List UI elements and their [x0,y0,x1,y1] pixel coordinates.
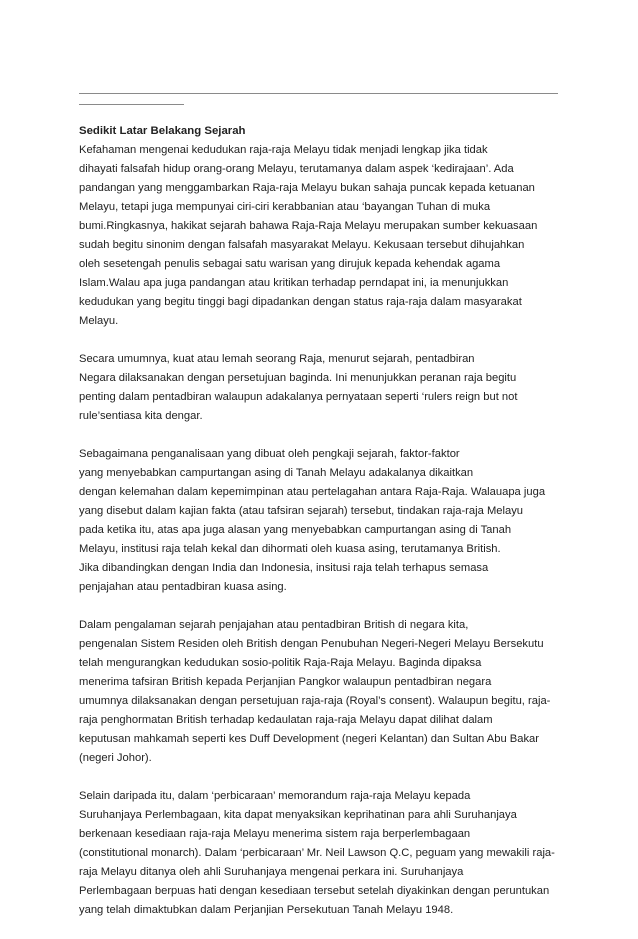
text-line: pengenalan Sistem Residen oleh British dengan Penubuhan Negeri-Negeri Melayu Bersekutu [79,638,544,650]
text-line: penjajahan atau pentadbiran kuasa asing. [79,581,287,593]
section-heading: Sedikit Latar Belakang Sejarah [79,125,246,137]
text-line: Suruhanjaya Perlembagaan, kita dapat menyaksikan keprihatinan para ahli Suruhanjaya [79,809,517,821]
text-line: (negeri Johor). [79,752,152,764]
text-line: keputusan mahkamah seperti kes Duff Development (negeri Kelantan) dan Sultan Abu Bakar [79,733,539,745]
text-line: dihayati falsafah hidup orang-orang Melayu, terutamanya dalam aspek ‘kedirajaan’. Ada [79,163,514,175]
text-line: dengan kelemahan dalam kepemimpinan atau pertelagahan antara Raja-Raja. Walauapa juga [79,486,546,498]
text-line: pandangan yang menggambarkan Raja-raja Melayu bukan sahaja puncak kepada ketuanan [79,182,535,194]
text-line: yang menyebabkan campurtangan asing di Tanah Melayu adakalanya dikaitkan [79,467,474,479]
paragraph [79,445,569,597]
text-line: penting dalam pentadbiran walaupun adakalanya pernyataan seperti ‘rulers reign but not [79,391,518,403]
text-line: kedudukan yang begitu tinggi bagi dipadankan dengan status raja-raja dalam masyarakat [79,296,522,308]
text-line: Kefahaman mengenai kedudukan raja-raja Melayu tidak menjadi lengkap jika tidak [79,144,488,156]
separator-line-short [79,104,184,105]
text-line: Melayu, institusi raja telah kekal dan dihormati oleh kuasa asing, terutamanya British. [79,543,501,555]
text-line: Melayu. [79,315,119,327]
separator-line [79,93,558,94]
document-body [79,122,569,939]
text-line: menerima tafsiran British kepada Perjanjian Pangkor walaupun pentadbiran negara [79,676,492,688]
text-line: Dalam pengalaman sejarah penjajahan atau pentadbiran British di negara kita, [79,619,469,631]
text-line: Melayu, tetapi juga mempunyai ciri-ciri kerabbanian atau ‘bayangan Tuhan di muka [79,201,491,213]
text-line: Perlembagaan berpuas hati dengan kesediaan tersebut setelah diyakinkan dengan peruntukan [79,885,550,897]
text-line: rule’sentiasa kita dengar. [79,410,203,422]
text-line: sudah begitu sinonim dengan falsafah masyarakat Melayu. Kekusaan tersebut dihujahkan [79,239,525,251]
text-line: telah mengurangkan kedudukan sosio-politik Raja-Raja Melayu. Baginda dipaksa [79,657,482,669]
text-line: Negara dilaksanakan dengan persetujuan baginda. Ini menunjukkan peranan raja begitu [79,372,517,384]
text-line: Jika dibandingkan dengan India dan Indonesia, insitusi raja telah terhapus semasa [79,562,489,574]
paragraph [79,787,569,920]
text-line: Secara umumnya, kuat atau lemah seorang Raja, menurut sejarah, pentadbiran [79,353,475,365]
text-line: Islam.Walau apa juga pandangan atau kritikan terhadap perndapat ini, ia menunjukkan [79,277,509,289]
text-line: berkenaan kesediaan raja-raja Melayu menerima sistem raja berperlembagaan [79,828,471,840]
text-line: raja penghormatan British terhadap kedaulatan raja-raja Melayu dapat dilihat dalam [79,714,493,726]
text-line: (constitutional monarch). Dalam ‘perbicaraan’ Mr. Neil Lawson Q.C, peguam yang mewakili raja- [79,847,555,859]
text-line: yang telah dimaktubkan dalam Perjanjian Persekutuan Tanah Melayu 1948. [79,904,454,916]
text-line: umumnya dilaksanakan dengan persetujuan raja-raja (Royal’s consent). Walaupun begitu, raja- [79,695,551,707]
text-line: yang disebut dalam kajian fakta (atau tafsiran sejarah) tersebut, tindakan raja-raja Melayu [79,505,524,517]
paragraph [79,141,569,331]
text-line: Selain daripada itu, dalam ‘perbicaraan’ memorandum raja-raja Melayu kepada [79,790,471,802]
text-line: pada ketika itu, atas apa juga alasan yang menyebabkan campurtangan asing di Tanah [79,524,512,536]
text-line: raja Melayu ditanya oleh ahli Suruhanjaya mengenai perkara ini. Suruhanjaya [79,866,464,878]
text-line: oleh sesetengah penulis sebagai satu warisan yang dirujuk kepada kehendak agama [79,258,501,270]
text-line: bumi.Ringkasnya, hakikat sejarah bahawa Raja-Raja Melayu merupakan sumber kekuasaan [79,220,538,232]
paragraph [79,616,569,768]
paragraph [79,350,569,426]
text-line: Sebagaimana penganalisaan yang dibuat oleh pengkaji sejarah, faktor-faktor [79,448,460,460]
